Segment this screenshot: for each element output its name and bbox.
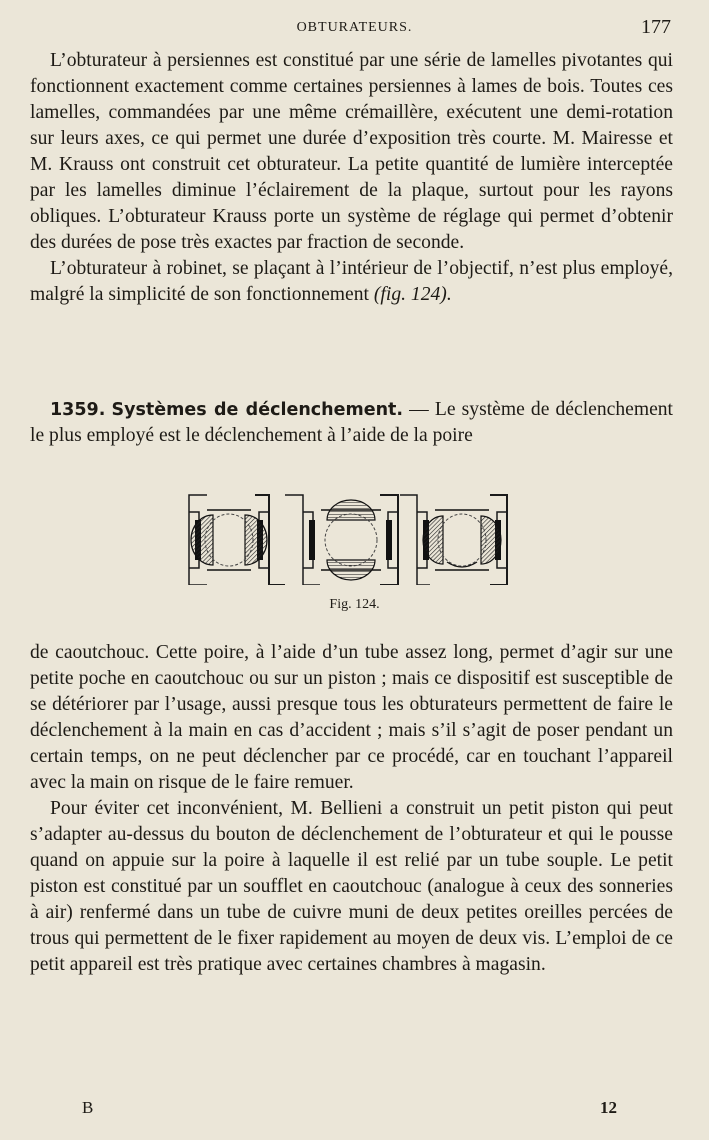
text-block-bottom (30, 640, 673, 978)
section-number: 1359. (50, 400, 106, 420)
paragraph-robinet (30, 256, 673, 308)
running-title: OBTURATEURS. (296, 20, 413, 35)
signature-number: 12 (600, 1098, 617, 1117)
signature-mark: B (82, 1098, 94, 1117)
paragraph-robinet-text: L’obturateur à robinet, se plaçant à l’intérieur de l’objectif, n’est plus employé, malgré la simplicité de son fonctionnement (30, 258, 673, 305)
text-block-top (30, 48, 673, 308)
running-head (0, 14, 709, 44)
shutter-diagram-1 (189, 495, 285, 585)
figure-caption: Fig. 124. (329, 597, 380, 612)
shutter-diagram-2 (285, 495, 398, 585)
paragraph-persiennes: L’obturateur à persiennes est constitué par une série de lamelles pivotantes qui fonctionnent exactement comme certaines persiennes à lames de bois. Toutes ces lamelles, commandées par une même crémaillère, exécutent une demi-rotation sur leurs axes, ce qui permet une durée d’exposition très courte. M. Mairesse et M. Krauss ont construit cet obturateur. La petite quantité de lumière interceptée par les lamelles diminue l’éclairement de la plaque, surtout pour les rayons obliques. L’obturateur Krauss porte un système de réglage qui permet d’obtenir des durées de pose très exactes par fraction de seconde. (30, 50, 673, 253)
figure-reference: (fig. 124). (373, 284, 452, 305)
section-intro: — Le système de déclenchement le plus employé est le déclenchement à l’aide de la poire (30, 399, 674, 446)
page-footer (0, 1098, 709, 1122)
page-number: 177 (641, 16, 671, 38)
paragraph-poire: de caoutchouc. Cette poire, à l’aide d’un tube assez long, permet d’agir sur une petite poche en caoutchouc ou sur un piston ; mais ce dispositif est susceptible de se détériorer par l’usage, aussi presque tous les obturateurs permettent de faire le déclenchement à la main en cas d’accident ; mais s’il s’agit de poser pendant un certain temps, on ne peut déclencher par ce procédé, car en touchant l’appareil avec la main on risque de le faire remuer. (30, 642, 673, 793)
shutter-diagram-illustration (185, 490, 525, 585)
figure-shutter-diagrams (185, 490, 525, 585)
paragraph-bellieni: Pour éviter cet inconvénient, M. Bellieni a construit un petit piston qui peut s’adapter au-dessus du bouton de déclenchement de l’obturateur et qui le pousse quand on appuie sur la poire à laquelle il est relié par un tube souple. Le petit piston est constitué par un soufflet en caoutchouc (analogue à ceux des sonneries à air) renfermé dans un tube de cuivre muni de deux petites oreilles percées de trous qui permettent de le fixer rapidement au moyen de deux vis. L’emploi de ce petit appareil est très pratique avec certaines chambres à magasin. (30, 798, 673, 975)
section-title: Systèmes de déclenchement. (111, 400, 404, 420)
section-heading-block (30, 397, 673, 449)
section-paragraph (30, 397, 673, 449)
shutter-diagram-3 (400, 495, 507, 585)
